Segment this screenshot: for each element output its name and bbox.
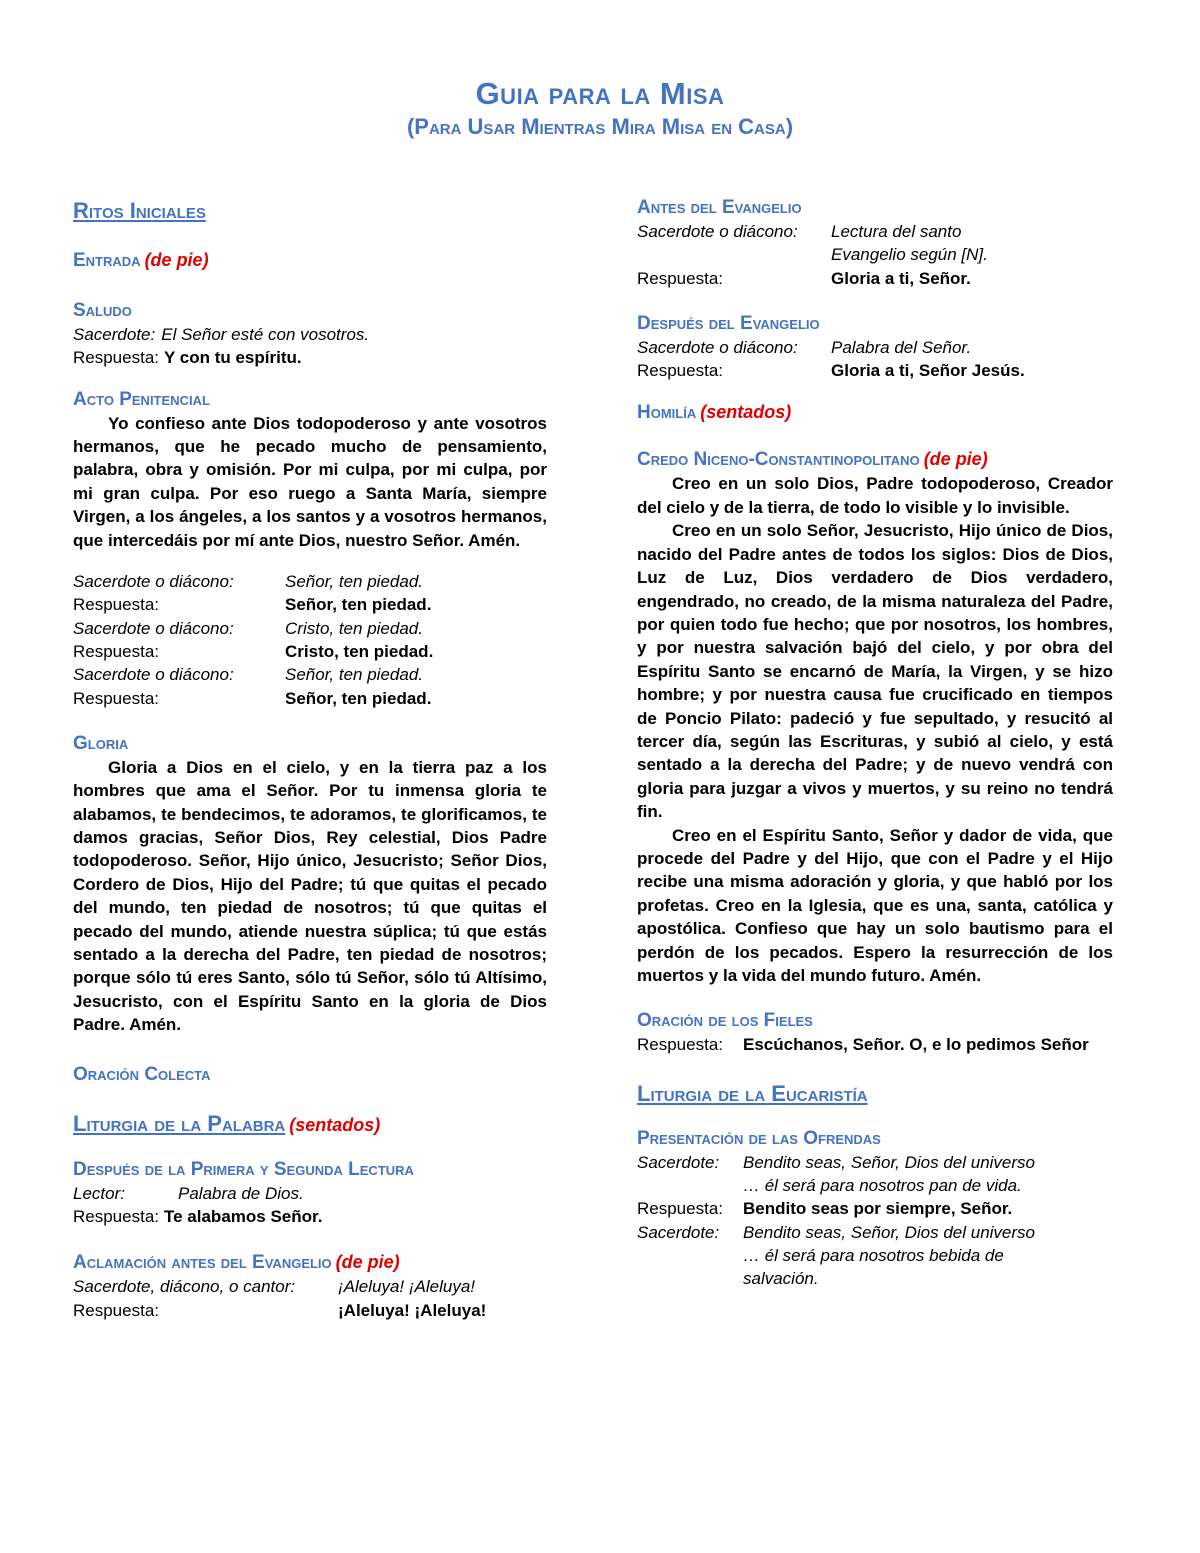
prayer-line: Evangelio según [N]. (831, 245, 988, 265)
prayer-line: Señor, ten piedad. (285, 572, 424, 592)
heading-aclamacion-text: Aclamación antes del Evangelio (73, 1252, 332, 1274)
prayer-line: Señor, ten piedad. (285, 665, 424, 685)
role-label: Sacerdote, diácono, o cantor: (73, 1277, 296, 1297)
prayer-line: Lectura del santo (831, 222, 962, 241)
heading-oracion-colecta: Oración Colecta (73, 1063, 211, 1085)
despues-sacerdote-line (637, 336, 1113, 359)
prayer-line: El Señor esté con vosotros. (161, 325, 370, 344)
response-line: Escúchanos, Señor. O, e lo pedimos Señor (743, 1035, 1089, 1055)
response-line: ¡Aleluya! ¡Aleluya! (338, 1300, 487, 1320)
heading-lecturas: Después de la Primera y Segunda Lectura (73, 1158, 414, 1180)
kyrie-line (73, 593, 547, 616)
antes-sacerdote-line (637, 220, 1113, 243)
heading-gloria: Gloria (73, 732, 129, 754)
heading-credo-text: Credo Niceno-Constantinopolitano (637, 449, 920, 471)
section-ritos-iniciales: Ritos Iniciales (73, 198, 206, 223)
heading-despues-evangelio: Después del Evangelio (637, 312, 820, 334)
role-label: Respuesta: (73, 348, 159, 368)
gloria-text: Gloria a Dios en el cielo, y en la tierra paz a los hombres que ama el Señor. Por tu inmensa gloria te alabamos, te bendecimos, te adoramos, te glorificamos, te damos gracias, Señor Dios, Rey celestial, Dios Padre todopoderoso. Señor, Hijo único, Jesucristo; Señor Dios, Cordero de Dios, Hijo del Padre; tú que quitas el pecado del mundo, ten piedad de nosotros; tú que quitas el pecado del mundo, atiende nuestra súplica; tú que estás sentado a la derecha del Padre, ten piedad de nosotros; porque sólo tú eres Santo, sólo tú Señor, sólo tú Altísimo, Jesucristo, con el Espíritu Santo en la gloria de Dios Padre. Amén. (73, 757, 547, 1035)
antes-respuesta-line (637, 267, 1113, 290)
role-label: Sacerdote o diácono: (637, 337, 798, 357)
heading-oracion-fieles: Oración de los Fieles (637, 1010, 813, 1032)
posture-note: (de pie) (335, 1252, 400, 1273)
kyrie-line (73, 617, 547, 640)
heading-saludo: Saludo (73, 300, 132, 321)
credo-paragraph-1: Creo en un solo Dios, Padre todopoderoso, Creador del cielo y de la tierra, de todo lo visible y lo invisible. (637, 474, 1113, 517)
section-liturgia-palabra (73, 1109, 547, 1140)
fieles-respuesta-line (637, 1033, 1113, 1056)
aclamacion-respuesta-line (73, 1299, 547, 1322)
role-label: Respuesta: (73, 641, 159, 661)
saludo-sacerdote-line (73, 323, 547, 346)
page-subtitle: (Para Usar Mientras Mira Misa en Casa) (406, 114, 794, 139)
role-label: Sacerdote: (73, 325, 156, 344)
response-line: Gloria a ti, Señor Jesús. (831, 361, 1025, 381)
right-column (637, 196, 1113, 1291)
prayer-line: Bendito seas, Señor, Dios del universo … él será para nosotros bebida de salvación. (743, 1222, 1036, 1289)
response-line: Te alabamos Señor. (164, 1206, 323, 1226)
heading-entrada (73, 248, 547, 273)
role-label: Respuesta: (637, 361, 723, 381)
heading-entrada-text: Entrada (73, 250, 141, 271)
role-label: Respuesta: (73, 595, 159, 615)
role-label: Respuesta: (73, 1300, 159, 1320)
role-label: Respuesta: (73, 1206, 159, 1226)
left-column (73, 196, 547, 1322)
heading-aclamacion (73, 1250, 547, 1275)
heading-homilia (637, 400, 1113, 425)
confiteor-text: Yo confieso ante Dios todopoderoso y ante vosotros hermanos, que he pecado mucho de pensamiento, palabra, obra y omisión. Por mi culpa, por mi culpa, por mi gran culpa. Por eso ruego a Santa María, siempre Virgen, a los ángeles, a los santos y a vosotros hermanos, que intercedáis por mí ante Dios, nuestro Señor. Amén. (73, 413, 547, 550)
role-label: Sacerdote o diácono: (637, 222, 798, 241)
role-label: Respuesta: (637, 1199, 723, 1219)
heading-homilia-text: Homilía (637, 402, 697, 424)
role-label: Sacerdote o diácono: (73, 572, 234, 592)
despues-respuesta-line (637, 359, 1113, 382)
prayer-line: ¡Aleluya! ¡Aleluya! (338, 1277, 476, 1297)
response-line: Y con tu espíritu. (164, 348, 302, 368)
page-title: Guia para la Misa (475, 76, 725, 111)
prayer-line: Bendito seas, Señor, Dios del universo … él será para nosotros pan de vida. (743, 1152, 1036, 1196)
kyrie-line (73, 687, 547, 710)
response-line: Cristo, ten piedad. (285, 641, 434, 661)
heading-credo (637, 447, 1113, 472)
posture-note: (de pie) (923, 449, 988, 470)
posture-note: (sentados) (700, 402, 792, 423)
lector-line (73, 1182, 547, 1205)
antes-sacerdote-line-2 (637, 243, 1113, 266)
ofrendas-sacerdote-line-2 (637, 1221, 1113, 1291)
ofrendas-sacerdote-line-1 (637, 1151, 1113, 1198)
posture-note: (sentados) (289, 1114, 381, 1135)
response-line: Gloria a ti, Señor. (831, 268, 971, 288)
role-label: Respuesta: (637, 268, 723, 288)
credo-paragraph-3: Creo en el Espíritu Santo, Señor y dador de vida, que procede del Padre y del Hijo, que con el Padre y el Hijo recibe una misma adoración y gloria, y que habló por los profetas. Creo en la Iglesia, que es una, santa, católica y apostólica. Confieso que hay un solo bautismo para el perdón de los pecados. Espero la resurrección de los muertos y la vida del mundo futuro. Amén. (637, 825, 1113, 986)
role-label: Lector: (73, 1183, 125, 1203)
role-label: Sacerdote: (637, 1222, 720, 1242)
kyrie-line (73, 570, 547, 593)
response-line: Señor, ten piedad. (285, 595, 432, 615)
role-label: Sacerdote o diácono: (73, 665, 234, 685)
kyrie-dialogue (73, 570, 547, 710)
heading-antes-evangelio: Antes del Evangelio (637, 197, 802, 218)
role-label: Sacerdote: (637, 1152, 720, 1172)
credo-paragraph-2: Creo en un solo Señor, Jesucristo, Hijo único de Dios, nacido del Padre antes de todos los siglos: Dios de Dios, Luz de Luz, Dios verdadero de Dios verdadero, engendrado, no creado, de la misma naturaleza del Padre, por quien todo fue hecho; que por nosotros, los hombres, y por nuestra salvación bajó del cielo, y por obra del Espíritu Santo se encarnó de María, la Virgen, y se hizo hombre; y por nuestra causa fue crucificado en tiempos de Poncio Pilato: padeció y fue sepultado, y resucitó al tercer día, según las Escrituras, y subió al cielo, y está sentado a la derecha del Padre; y de nuevo vendrá con gloria para juzgar a vivos y muertos, y su reino no tendrá fin. (637, 521, 1113, 822)
heading-ofrendas: Presentación de las Ofrendas (637, 1127, 881, 1149)
prayer-line: Palabra del Señor. (831, 337, 972, 357)
saludo-respuesta-line (73, 346, 547, 369)
section-liturgia-palabra-text: Liturgia de la Palabra (73, 1110, 286, 1136)
role-label: Respuesta: (637, 1035, 723, 1055)
prayer-line: Cristo, ten piedad. (285, 618, 423, 638)
response-line: Señor, ten piedad. (285, 688, 432, 708)
prayer-line: Palabra de Dios. (178, 1183, 304, 1203)
heading-acto-penitencial: Acto Penitencial (73, 388, 210, 410)
aclamacion-sacerdote-line (73, 1275, 547, 1298)
role-label: Sacerdote o diácono: (73, 618, 234, 638)
ofrendas-respuesta-line (637, 1197, 1113, 1220)
response-line: Bendito seas por siempre, Señor. (743, 1199, 1013, 1219)
kyrie-line (73, 663, 547, 686)
kyrie-line (73, 640, 547, 663)
section-liturgia-eucaristia: Liturgia de la Eucaristía (637, 1080, 868, 1106)
role-label: Respuesta: (73, 688, 159, 708)
lecturas-respuesta-line (73, 1205, 547, 1228)
posture-note: (de pie) (144, 250, 209, 270)
